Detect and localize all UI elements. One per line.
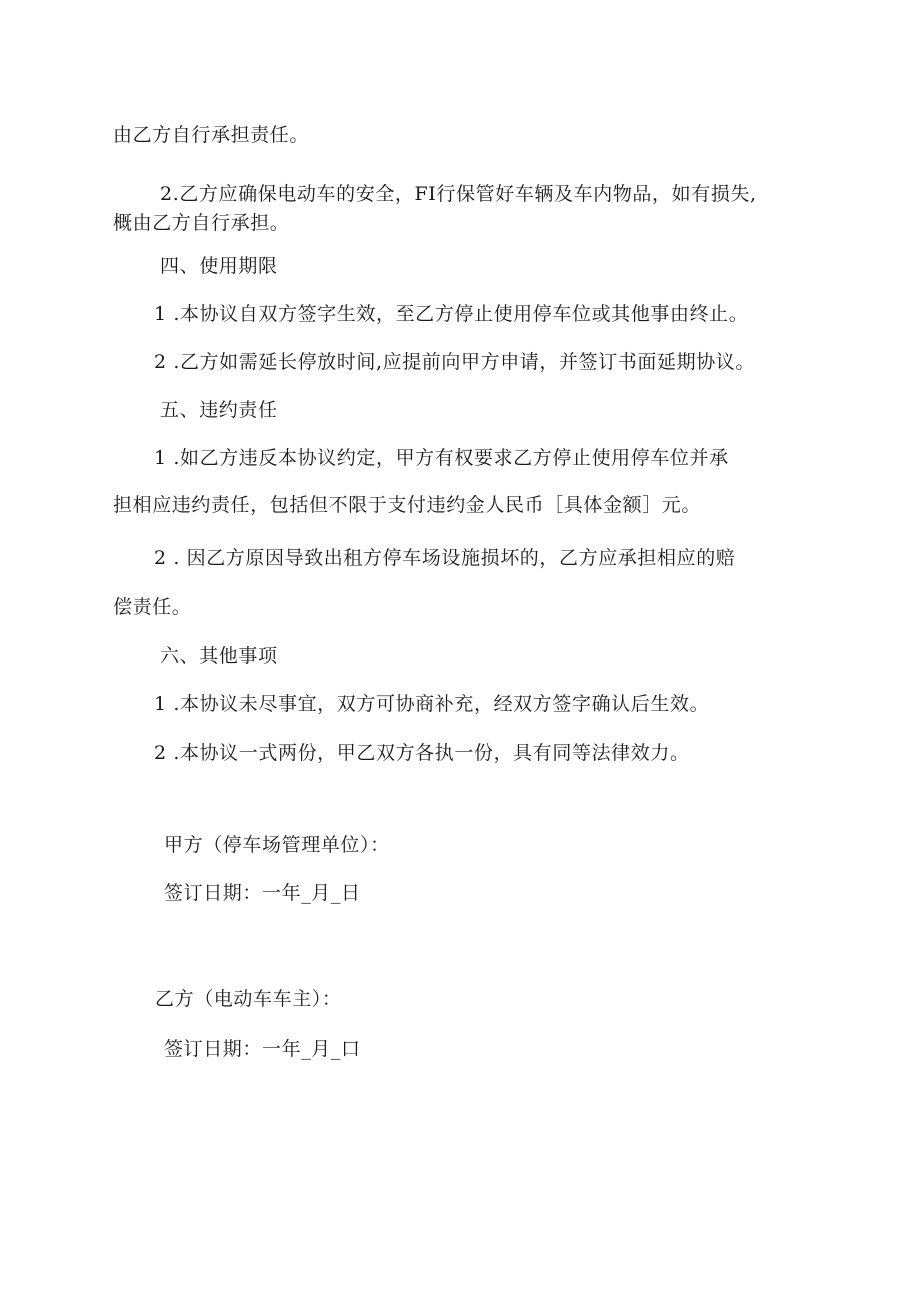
party-a-label: 甲方（停车场管理单位）： xyxy=(164,834,390,856)
clause-3-2: 2.乙方应确保电动车的安全，FI行保管好车辆及车内物品，如有损失, xyxy=(160,183,757,205)
clause-4-1: 1 .本协议自双方签字生效，至乙方停止使用停车位或其他事由终止。 xyxy=(154,303,749,325)
clause-6-1: 1 .本协议未尽事宜，双方可协商补充，经双方签字确认后生效。 xyxy=(154,693,710,715)
clause-text: 概由乙方自行承担。 xyxy=(113,212,290,234)
clause-text: 担相应违约责任，包括但不限于支付违约金人民币［具体金额］元。 xyxy=(113,494,702,516)
clause-6-2: 2 .本协议一式两份，甲乙双方各执一份，具有同等法律效力。 xyxy=(154,742,690,764)
clause-5-1: 1 .如乙方违反本协议约定，甲方有权要求乙方停止使用停车位并承 xyxy=(154,447,729,469)
clause-5-2: 2 . 因乙方原因导致出租方停车场设施损坏的，乙方应承担相应的赔 xyxy=(154,547,736,569)
clause-4-2: 2 .乙方如需延长停放时间,应提前向甲方申请，并签订书面延期协议。 xyxy=(154,351,756,373)
section-heading-liability: 五、违约责任 xyxy=(160,399,278,421)
section-heading-term: 四、使用期限 xyxy=(160,255,278,277)
party-a-sign-date: 签订日期：一年_月_日 xyxy=(164,882,361,904)
section-heading-other: 六、其他事项 xyxy=(160,645,278,667)
party-b-label: 乙方（电动车车主）： xyxy=(155,988,342,1010)
clause-text: 由乙方自行承担责任。 xyxy=(113,124,310,146)
clause-text: 偿责任。 xyxy=(113,596,192,618)
party-b-sign-date: 签订日期：一年_月_口 xyxy=(164,1038,361,1060)
